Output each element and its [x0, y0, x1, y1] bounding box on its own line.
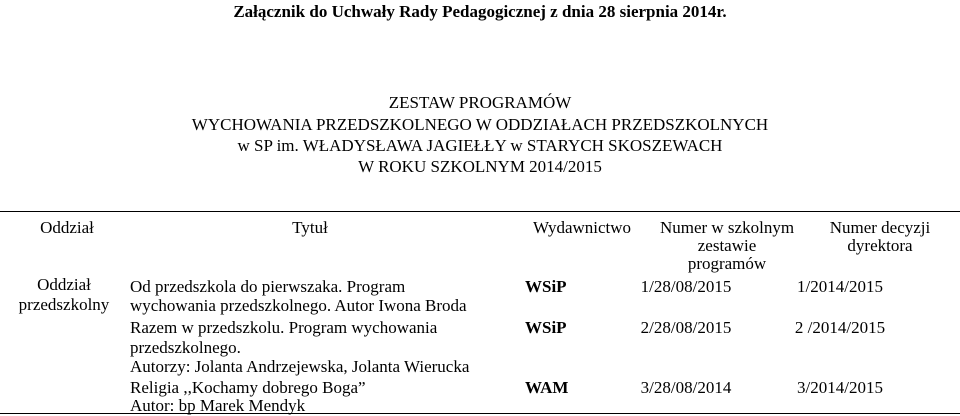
oddzial-cell-line2: przedszkolny: [18, 295, 110, 314]
header-oddzial: Oddział: [40, 218, 94, 237]
row2-title-line1: Razem w przedszkolu. Program wychowania: [130, 318, 438, 337]
title-line-3: w SP im. WŁADYSŁAWA JAGIEŁŁY w STARYCH SKOSZEWACH: [237, 136, 723, 155]
row3-publisher: WAM: [525, 378, 569, 397]
row2-decision: 2 /2014/2015: [794, 318, 886, 337]
title-line-4: W ROKU SZKOLNYM 2014/2015: [358, 157, 602, 176]
row1-title-line2: wychowania przedszkolnego. Autor Iwona Broda: [130, 296, 467, 315]
title-line-2: WYCHOWANIA PRZEDSZKOLNEGO W ODDZIAŁACH PRZEDSZKOLNYCH: [191, 115, 769, 134]
row3-title-line2: Autor: bp Marek Mendyk: [130, 396, 306, 415]
table-top-border: [0, 211, 960, 212]
header-tytul: Tytuł: [292, 218, 328, 237]
row1-publisher: WSiP: [525, 277, 567, 296]
row3-decision: 3/2014/2015: [797, 378, 883, 397]
row2-title-line3: Autorzy: Jolanta Andrzejewska, Jolanta Wierucka: [130, 357, 470, 376]
header-numer-decyzji-line1: Numer decyzji: [829, 218, 931, 237]
header-numer-zestaw-line2: zestawie: [697, 236, 757, 255]
row2-number: 2/28/08/2015: [640, 318, 732, 337]
attachment-note: Załącznik do Uchwały Rady Pedagogicznej z dnia 28 sierpnia 2014r.: [233, 2, 727, 21]
header-wydawnictwo: Wydawnictwo: [532, 218, 632, 237]
header-numer-zestaw-line3: programów: [687, 254, 767, 273]
row3-title-line1: Religia ,,Kochamy dobrego Boga”: [130, 378, 366, 397]
row2-title-line2: przedszkolnego.: [130, 338, 241, 357]
row1-decision: 1/2014/2015: [797, 277, 883, 296]
row3-number: 3/28/08/2014: [640, 378, 732, 397]
row1-number: 1/28/08/2015: [640, 277, 732, 296]
header-numer-zestaw-line1: Numer w szkolnym: [659, 218, 795, 237]
title-line-1: ZESTAW PROGRAMÓW: [388, 93, 572, 112]
row2-publisher: WSiP: [525, 318, 567, 337]
oddzial-cell-line1: Oddział: [37, 275, 91, 294]
row1-title-line1: Od przedszkola do pierwszaka. Program: [130, 277, 406, 296]
header-numer-decyzji-line2: dyrektora: [847, 236, 913, 255]
